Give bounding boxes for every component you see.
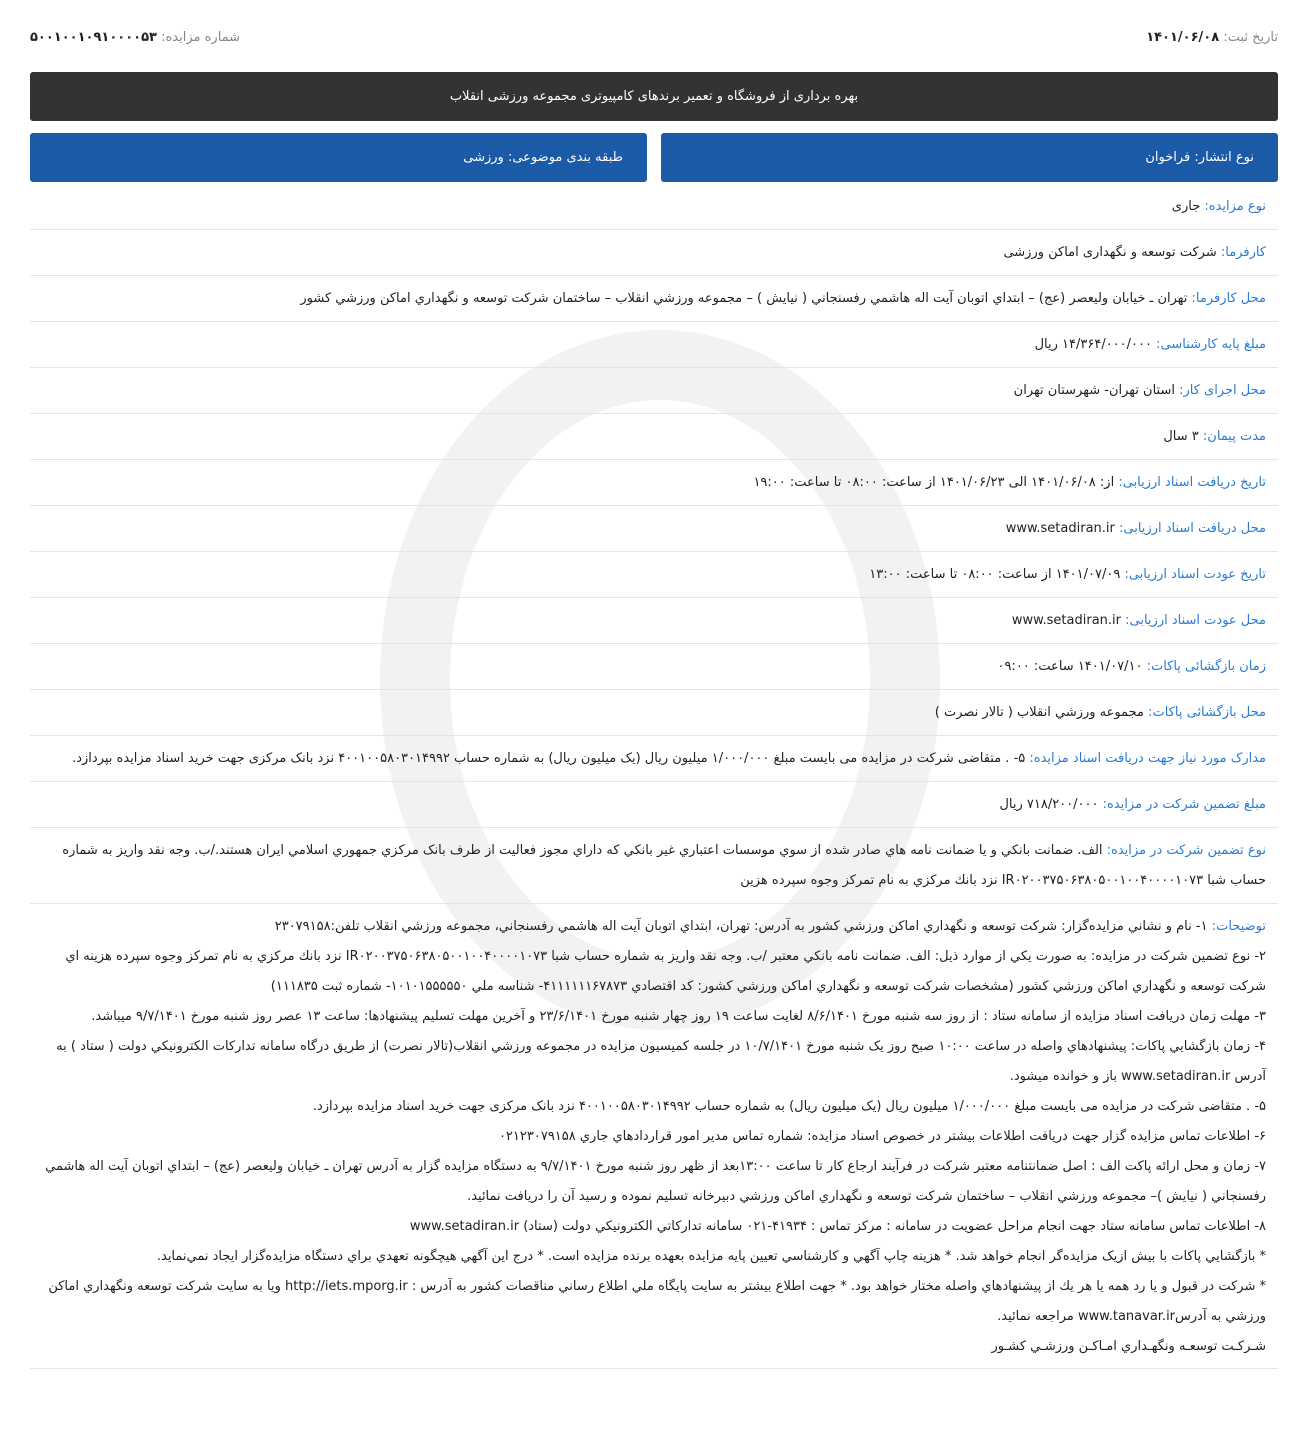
- description-text: ۷- زمان و محل ارائه پاکت الف : اصل ضمانتنامه معتبر شرکت در فرآيند ارجاع کار تا ساعت ۱۳:۰۰بعد از ظهر روز شنبه مورخ ۹/۷/۱۴۰۱ به دستگاه مزايده گزار به آدرس تهران ـ خيابان وليعصر (عج) – ابتداي اتوبان آيت اله هاشمي رفسنجاني ( نيايش )– مجموعه ورزشي انقلاب – ساختمان شرکت توسعه و نگهداري اماکن ورزشي دبيرخانه تسليم نموده و رسيد آن را دريافت نمائيد.: [45, 1159, 1266, 1204]
- field-row: [30, 322, 1278, 368]
- field-value: ۱۴۰۱/۰۷/۱۰ ساعت: ۰۹:۰۰: [997, 659, 1143, 674]
- field-label: مدارک مورد نیاز جهت دریافت اسناد مزایده:: [1029, 751, 1266, 766]
- field-value: شرکت توسعه و نگهداری اماکن ورزشی: [1003, 245, 1217, 260]
- field-label: محل دریافت اسناد ارزیابی:: [1119, 521, 1266, 536]
- field-row: [30, 782, 1278, 828]
- auction-detail: [30, 0, 1278, 1369]
- field-label: مبلغ پایه کارشناسی:: [1156, 337, 1266, 352]
- description-line: [38, 1092, 1266, 1122]
- field-row: [30, 828, 1278, 904]
- field-label: محل کارفرما:: [1191, 291, 1266, 306]
- field-row: [30, 276, 1278, 322]
- description-line: [38, 1122, 1266, 1152]
- field-label: مبلغ تضمین شرکت در مزایده:: [1102, 797, 1266, 812]
- field-row: [30, 644, 1278, 690]
- auction-number: شماره مزایده: ۵۰۰۱۰۰۱۰۹۱۰۰۰۰۵۳: [30, 29, 241, 45]
- field-value: www.setadiran.ir: [1011, 613, 1121, 628]
- field-row: [30, 736, 1278, 782]
- meta-line: [30, 2, 1278, 72]
- field-value: الف. ضمانت بانکي و يا ضمانت نامه هاي صادر شده از سوي موسسات اعتباري غير بانکي که داراي مجوز فعاليت از طرف بانک مرکزي جمهوري اسلامي ايران هستند./ب. وجه نقد واريز به شماره حساب شبا IR۰۲۰۰۳۷۵۰۶۳۸۰۵۰۰۱۰۰۴۰۰۰۰۱۰۷۳ نزد بانك مركزي به نام تمرکز وجوه سپرده هزين: [62, 843, 1266, 888]
- field-label: تاریخ دریافت اسناد ارزیابی:: [1118, 475, 1266, 490]
- description-line: [38, 1332, 1266, 1362]
- field-value: جاری: [1171, 199, 1201, 214]
- field-value: ۳ سال: [1163, 429, 1199, 444]
- field-row: [30, 230, 1278, 276]
- description-line: [38, 912, 1266, 942]
- field-list: [30, 184, 1278, 904]
- field-label: زمان بازگشائی پاکات:: [1146, 659, 1266, 674]
- field-value: ۵- . متقاضی شرکت در مزایده می بایست مبلغ ۱/۰۰۰/۰۰۰ میلیون ریال (یک میلیون ریال) به شماره حساب ۴۰۰۱۰۰۵۸۰۳۰۱۴۹۹۲ نزد بانک مرکزی جهت خرید اسناد مزایده بپردازد.: [72, 751, 1026, 766]
- field-value: از: ۱۴۰۱/۰۶/۰۸ الی ۱۴۰۱/۰۶/۲۳ از ساعت: ۰۸:۰۰ تا ساعت: ۱۹:۰۰: [753, 475, 1115, 490]
- description-line: [38, 1242, 1266, 1272]
- field-row: [30, 184, 1278, 230]
- field-label: محل بازگشائی پاکات:: [1148, 705, 1266, 720]
- field-row: [30, 552, 1278, 598]
- description-line: [38, 1272, 1266, 1332]
- registration-date: تاریخ ثبت: ۱۴۰۱/۰۶/۰۸: [1146, 29, 1278, 45]
- description-text: ۶- اطلاعات تماس مزايده گزار جهت دريافت اطلاعات بيشتر در خصوص اسناد مزايده: شماره تماس مدير امور قراردادهاي جاري ۰۲۱۲۳۰۷۹۱۵۸: [498, 1129, 1266, 1144]
- field-value: مجموعه ورزشي انقلاب ( تالار نصرت ): [934, 705, 1144, 720]
- publish-type: نوع انتشار: فراخوان: [661, 133, 1278, 182]
- field-row: [30, 690, 1278, 736]
- field-value: www.setadiran.ir: [1005, 521, 1115, 536]
- description-text: ۲- نوع تضمين شرکت در مزايده: به صورت يکي از موارد ذيل: الف. ضمانت نامه بانکي معتبر /ب. وجه نقد واريز به شماره حساب شبا IR۰۲۰۰۳۷۵۰۶۳۸۰۵۰۰۱۰۰۴۰۰۰۰۱۰۷۳ نزد بانك مركزي به نام تمرکز وجوه سپرده هزينه اي شرکت توسعه و نگهداري اماکن ورزشي کشور (مشخصات شرکت توسعه و نگهداري اماکن ورزشي کشور: کد اقتصادي ۴۱۱۱۱۱۱۶۷۸۷۳- شناسه ملي ۱۰۱۰۱۵۵۵۵۵۰- شماره ثبت ۱۱۱۸۳۵): [65, 949, 1266, 994]
- description-text: ۸- اطلاعات تماس سامانه ستاد جهت انجام مراحل عضويت در سامانه : مرکز تماس : ۴۱۹۳۴-۰۲۱ سامانه تداركاتي الكترونيكي دولت (ستاد) www.setadiran.ir: [409, 1219, 1266, 1234]
- description-line: [38, 1152, 1266, 1212]
- field-value: ۷۱۸/۲۰۰/۰۰۰ ریال: [999, 797, 1099, 812]
- description-line: [38, 1002, 1266, 1032]
- field-row: [30, 598, 1278, 644]
- description-text: ۵- . متقاضی شرکت در مزایده می بایست مبلغ ۱/۰۰۰/۰۰۰ میلیون ریال (یک میلیون ریال) به شماره حساب ۴۰۰۱۰۰۵۸۰۳۰۱۴۹۹۲ نزد بانک مرکزی جهت خرید اسناد مزایده بپردازد.: [312, 1099, 1266, 1114]
- field-value: استان تهران- شهرستان تهران: [1013, 383, 1175, 398]
- field-label: کارفرما:: [1220, 245, 1266, 260]
- category: طبقه بندی موضوعی: ورزشی: [30, 133, 647, 182]
- page-title: بهره برداری از فروشگاه و تعمیر برندهای کامپیوتری مجموعه ورزشی انقلاب: [30, 72, 1278, 121]
- description: [30, 904, 1278, 1369]
- description-text: ۳- مهلت زمان دريافت اسناد مزايده از سامانه ستاد : از روز سه شنبه مورخ ۸/۶/۱۴۰۱ لغايت ساعت ۱۹ روز چهار شنبه مورخ ۲۳/۶/۱۴۰۱ و آخرين مهلت تسليم پيشنهادها: ساعت ۱۳ عصر روز شنبه مورخ ۹/۷/۱۴۰۱ ميباشد.: [91, 1009, 1266, 1024]
- field-row: [30, 460, 1278, 506]
- field-value: ۱۴۰۱/۰۷/۰۹ از ساعت: ۰۸:۰۰ تا ساعت: ۱۳:۰۰: [869, 567, 1121, 582]
- description-text: ۱- نام و نشاني مزايده‌گزار: شرکت توسعه و نگهداري اماکن ورزشي کشور به آدرس: تهران، ابتداي اتوبان آيت اله هاشمي رفسنجاني، مجموعه ورزشي انقلاب تلفن:۲۳۰۷۹۱۵۸: [274, 919, 1208, 934]
- description-text: * شرکت در قبول و يا رد همه يا هر يك از پيشنهادهاي واصله مختار خواهد بود. * جهت اطلاع بيشتر به سايت پايگاه ملي اطلاع رساني مناقصات کشور به آدرس : http://iets.mporg.ir ويا به سايت شرکت توسعه ونگهداري اماکن ورزشي به آدرسwww.tanavar.ir مراجعه نمائيد.: [48, 1279, 1266, 1324]
- description-text: شـرکـت توسعـه ونگهـداري امـاکـن ورزشـي کشـور: [991, 1339, 1266, 1354]
- description-text: * بازگشايي پاکات با بيش ازيک مزايده‌گر انجام خواهد شد. * هزينه چاپ آگهي و کارشناسي تعيين پايه مزايده بعهده برنده مزايده است. * درج اين آگهي هيچگونه تعهدي براي دستگاه مزايده‌گزار ايجاد نمي‌نمايد.: [156, 1249, 1266, 1264]
- description-text: ۴- زمان بازگشايي پاکات: پيشنهادهاي واصله در ساعت ۱۰:۰۰ صبح روز يک شنبه مورخ ۱۰/۷/۱۴۰۱ در جلسه کميسيون مزايده در مجموعه ورزشي انقلاب(تالار نصرت) از طريق درگاه سامانه تدارکات الکترونيکي دولت ( ستاد ) به آدرس www.setadiran.ir باز و خوانده ميشود.: [56, 1039, 1266, 1084]
- field-label: نوع مزایده:: [1204, 199, 1266, 214]
- field-row: [30, 368, 1278, 414]
- description-line: [38, 1212, 1266, 1242]
- field-value: تهران ـ خيابان وليعصر (عج) – ابتداي اتوبان آيت اله هاشمي رفسنجاني ( نيايش ) – مجموعه ورزشي انقلاب – ساختمان شرکت توسعه و نگهداري اماکن ورزشي کشور: [300, 291, 1188, 306]
- field-label: نوع تضمین شرکت در مزایده:: [1106, 843, 1266, 858]
- field-row: [30, 506, 1278, 552]
- field-label: محل عودت اسناد ارزیابی:: [1125, 613, 1266, 628]
- field-value: ۱۴/۳۶۴/۰۰۰/۰۰۰ ریال: [1034, 337, 1152, 352]
- field-label: تاریخ عودت اسناد ارزیابی:: [1124, 567, 1266, 582]
- field-label: محل اجرای کار:: [1179, 383, 1266, 398]
- field-row: [30, 414, 1278, 460]
- description-label: توضیحات:: [1211, 919, 1266, 934]
- field-label: مدت پیمان:: [1202, 429, 1266, 444]
- description-line: [38, 942, 1266, 1002]
- description-line: [38, 1032, 1266, 1092]
